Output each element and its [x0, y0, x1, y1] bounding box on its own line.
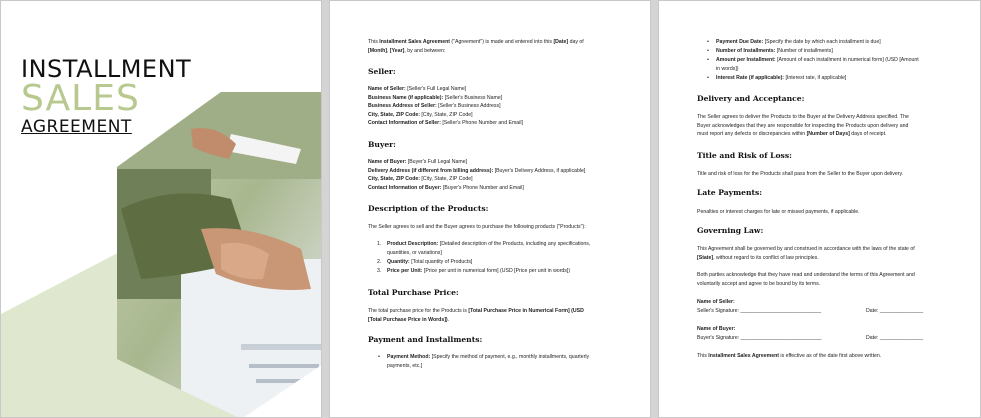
governing-law-paragraph: This Agreement shall be governed by and construed in accordance with the laws of the state of [State], without regard to its conflict of law principles.: [697, 246, 915, 261]
seller-details: Name of Seller: [Seller's Full Legal Name] Business Name (if applicable): [Seller's Business Name] Business Address of Seller: [Seller's Business Address] City, State, ZIP Code: [City, State, ZIP Code] Contact Information of Seller: [Seller's Phone Number and Email]: [368, 86, 523, 127]
title-risk-heading: Title and Risk of Loss:: [697, 151, 792, 160]
products-heading: Description of the Products:: [368, 204, 489, 213]
cover-artwork: [1, 89, 322, 418]
total-price-paragraph: The total purchase price for the Products is [Total Purchase Price in Numerical Form] (USD [Total Purchase Price in Words]).: [368, 308, 584, 323]
title-risk-paragraph: Title and risk of loss for the Products shall pass from the Seller to the Buyer upon delivery.: [697, 171, 904, 177]
list-number: 2.: [377, 259, 382, 265]
delivery-heading: Delivery and Acceptance:: [697, 94, 805, 103]
list-number: 1.: [377, 241, 382, 247]
bullet-dot: •: [378, 354, 380, 360]
agreement-page-2: [329, 0, 651, 418]
interest-rate-item: Interest Rate (if applicable): [Interest rate, if applicable]: [716, 75, 847, 81]
products-intro: The Seller agrees to sell and the Buyer agrees to purchase the following products ("Products"):: [368, 224, 586, 230]
cover-title-line1: INSTALLMENT: [21, 55, 192, 83]
acknowledgement-paragraph: Both parties acknowledge that they have read and understand the terms of this Agreement and voluntarily accept and agree to be bound by its terms.: [697, 272, 915, 287]
late-payments-paragraph: Penalties or interest charges for late or missed payments, if applicable.: [697, 209, 860, 215]
total-price-heading: Total Purchase Price:: [368, 288, 459, 297]
cover-page: [0, 0, 322, 418]
late-payments-heading: Late Payments:: [697, 188, 763, 197]
bullet-dot: •: [707, 39, 709, 45]
intro-paragraph: This Installment Sales Agreement ("Agreement") is made and entered into this [Date] day of [Month], [Year], by and between:: [368, 39, 584, 54]
cover-title-line3: AGREEMENT: [21, 117, 132, 137]
seller-name-label: Name of Seller:: [697, 299, 735, 305]
number-of-installments-item: Number of Installments: [Number of installments]: [716, 48, 833, 54]
bullet-dot: •: [707, 57, 709, 63]
governing-law-heading: Governing Law:: [697, 226, 764, 235]
product-description-item: Product Description: [Detailed description of the Products, including any specifications, quantities, or variations]: [387, 241, 591, 256]
payment-heading: Payment and Installments:: [368, 335, 483, 344]
cover-title-line2: SALES: [21, 78, 140, 119]
seller-date-line[interactable]: Date: _______________: [866, 308, 924, 314]
payment-due-date-item: Payment Due Date: [Specify the date by which each installment is due]: [716, 39, 881, 45]
payment-method-item: Payment Method: [Specify the method of payment, e.g., monthly installments, quarterly payments, etc.]: [387, 354, 590, 369]
buyer-heading: Buyer:: [368, 140, 396, 149]
seller-signature-line[interactable]: Seller's Signature: ____________________________: [697, 308, 822, 314]
list-number: 3.: [377, 268, 382, 274]
closing-statement: This Installment Sales Agreement is effective as of the date first above written.: [697, 353, 882, 359]
delivery-paragraph: The Seller agrees to deliver the Products to the Buyer at the Delivery Address specified. The Buyer acknowledges that they are responsible for inspecting the Products upon delivery and must report any defects or discrepancies within [Number of Days] days of receipt.: [697, 114, 909, 138]
amount-per-installment-item: Amount per Installment: [Amount of each installment in numerical form] (USD [Amount in words]): [716, 57, 919, 72]
buyer-date-line[interactable]: Date: _______________: [866, 335, 924, 341]
bullet-dot: •: [707, 75, 709, 81]
quantity-item: Quantity: [Total quantity of Products]: [387, 259, 473, 265]
price-per-unit-item: Price per Unit: [Price per unit in numerical form] (USD [Price per unit in words]): [387, 268, 571, 274]
seller-heading: Seller:: [368, 67, 396, 76]
agreement-page-3: [658, 0, 981, 418]
buyer-signature-line[interactable]: Buyer's Signature: ____________________________: [697, 335, 822, 341]
buyer-name-label: Name of Buyer:: [697, 326, 736, 332]
buyer-details: Name of Buyer: [Buyer's Full Legal Name] Delivery Address (if different from billing address): [Buyer's Delivery Address, if applicable] City, State, ZIP Code: [City, State, ZIP Code] Contact Information of Buyer: [Buyer's Phone Number and Email]: [368, 159, 586, 191]
bullet-dot: •: [707, 48, 709, 54]
